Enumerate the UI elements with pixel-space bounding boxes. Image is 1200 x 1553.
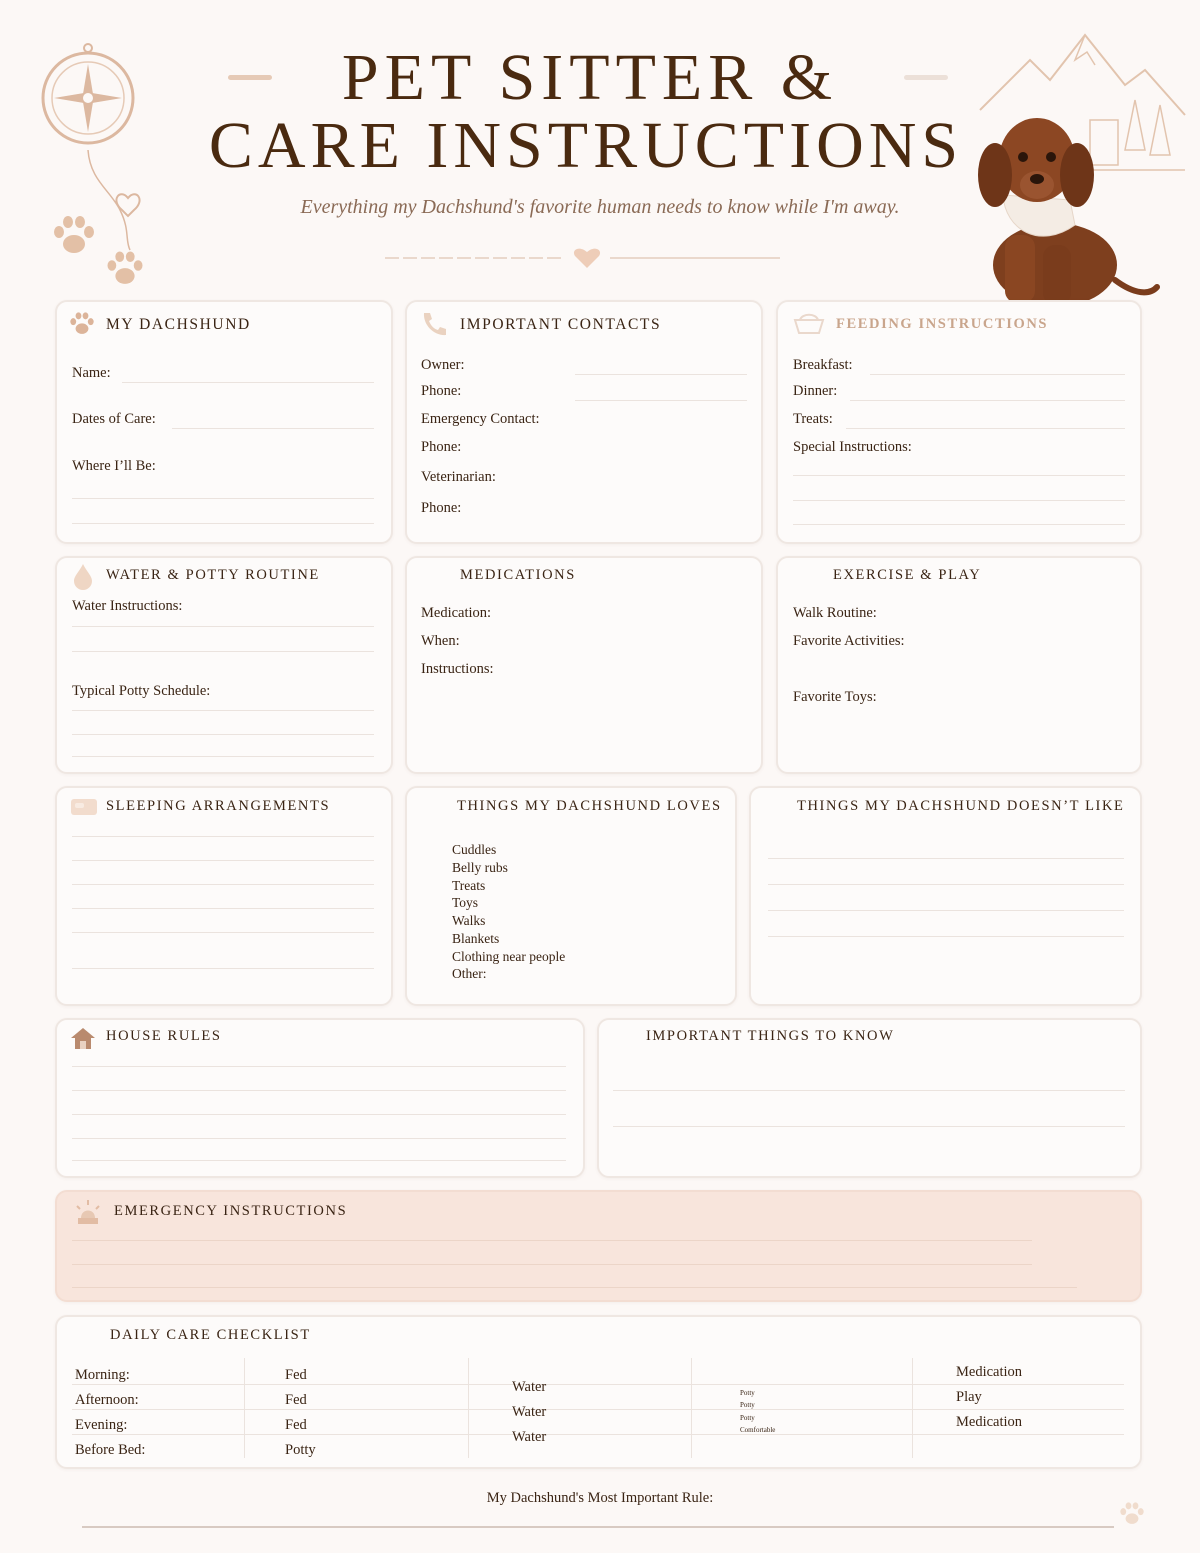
- feeding-title: FEEDING INSTRUCTIONS: [836, 316, 1049, 332]
- breakfast-line[interactable]: [870, 374, 1125, 375]
- emergency-contact-label: Emergency Contact:: [421, 411, 540, 427]
- paw-print-icon: [1118, 1500, 1146, 1528]
- checklist-divider: [468, 1358, 469, 1458]
- where-ill-be-line-2[interactable]: [72, 523, 374, 524]
- where-ill-be-label: Where I’ll Be:: [72, 458, 156, 474]
- loves-item: Clothing near people: [452, 949, 566, 964]
- dislikes-card: [749, 786, 1142, 1006]
- sleeping-line-2[interactable]: [72, 860, 374, 861]
- checklist-time-evening: Evening:: [75, 1417, 128, 1433]
- loves-item: Cuddles: [452, 842, 497, 857]
- checklist-item-fed[interactable]: Fed: [285, 1417, 307, 1433]
- medication-instructions-label: Instructions:: [421, 661, 494, 677]
- emergency-siren-icon: [73, 1198, 103, 1226]
- page-subtitle: Everything my Dachshund's favorite human needs to know while I'm away.: [300, 196, 900, 218]
- sleeping-line-5[interactable]: [72, 932, 374, 933]
- dislikes-line-1[interactable]: [768, 858, 1124, 859]
- house-rules-line-3[interactable]: [72, 1114, 566, 1115]
- sleeping-line-3[interactable]: [72, 884, 374, 885]
- page-title-line2: CARE INSTRUCTIONS: [208, 109, 964, 182]
- water-potty-title: WATER & POTTY ROUTINE: [106, 567, 320, 583]
- exercise-card: [776, 556, 1142, 774]
- loves-item: Blankets: [452, 931, 500, 946]
- contacts-title: IMPORTANT CONTACTS: [460, 316, 662, 333]
- house-rules-line-1[interactable]: [72, 1066, 566, 1067]
- sleeping-line-6[interactable]: [72, 968, 374, 969]
- checklist-divider: [691, 1358, 692, 1458]
- special-line-1[interactable]: [793, 475, 1125, 476]
- potty-schedule-label: Typical Potty Schedule:: [72, 683, 211, 699]
- dinner-line[interactable]: [850, 400, 1125, 401]
- sleeping-line-1[interactable]: [72, 836, 374, 837]
- emergency-phone-label: Phone:: [421, 439, 462, 455]
- water-potty-card: [55, 556, 393, 774]
- water-drop-icon: [72, 562, 94, 590]
- medication-when-label: When:: [421, 633, 460, 649]
- potty-line-3[interactable]: [72, 756, 374, 757]
- most-important-rule-label: My Dachshund's Most Important Rule:: [486, 1490, 714, 1506]
- name-label: Name:: [72, 365, 111, 381]
- checklist-item-potty-small[interactable]: Potty: [740, 1401, 755, 1409]
- house-rules-line-4[interactable]: [72, 1138, 566, 1139]
- favorite-activities-label: Favorite Activities:: [793, 633, 905, 649]
- checklist-item-medication[interactable]: Medication: [956, 1364, 1023, 1380]
- checklist-item-play[interactable]: Play: [956, 1389, 982, 1405]
- house-icon: [69, 1026, 97, 1050]
- dislikes-title: THINGS MY DACHSHUND DOESN’T LIKE: [797, 798, 1125, 814]
- paw-print-icon: [50, 212, 98, 260]
- emergency-line-3[interactable]: [72, 1287, 1077, 1288]
- checklist-item-fed[interactable]: Fed: [285, 1392, 307, 1408]
- special-line-3[interactable]: [793, 524, 1125, 525]
- water-line-1[interactable]: [72, 626, 374, 627]
- special-line-2[interactable]: [793, 500, 1125, 501]
- dates-of-care-line[interactable]: [172, 428, 374, 429]
- water-instructions-label: Water Instructions:: [72, 598, 183, 614]
- name-line[interactable]: [122, 382, 374, 383]
- checklist-time-morning: Morning:: [75, 1367, 130, 1383]
- potty-line-1[interactable]: [72, 710, 374, 711]
- checklist-row-line: [72, 1384, 1124, 1385]
- checklist-item-potty-small[interactable]: Potty: [740, 1414, 755, 1422]
- most-important-rule-line[interactable]: [82, 1526, 1114, 1528]
- dates-of-care-label: Dates of Care:: [72, 411, 156, 427]
- veterinarian-label: Veterinarian:: [421, 469, 496, 485]
- walk-routine-label: Walk Routine:: [793, 605, 877, 621]
- dislikes-line-4[interactable]: [768, 936, 1124, 937]
- dislikes-line-2[interactable]: [768, 884, 1124, 885]
- checklist-item-fed[interactable]: Fed: [285, 1367, 307, 1383]
- sleeping-card: [55, 786, 393, 1006]
- favorite-toys-label: Favorite Toys:: [793, 689, 877, 705]
- water-line-2[interactable]: [72, 651, 374, 652]
- checklist-divider: [912, 1358, 913, 1458]
- checklist-row-line: [72, 1409, 1124, 1410]
- medications-title: MEDICATIONS: [460, 567, 576, 583]
- house-rules-line-2[interactable]: [72, 1090, 566, 1091]
- owner-phone-line[interactable]: [575, 400, 747, 401]
- checklist-item-potty-small[interactable]: Potty: [740, 1389, 755, 1397]
- emergency-title: EMERGENCY INSTRUCTIONS: [114, 1203, 348, 1219]
- page-title-line1: PET SITTER &: [341, 41, 839, 114]
- phone-icon: [420, 310, 448, 338]
- loves-item: Other:: [452, 966, 487, 981]
- loves-item: Treats: [452, 878, 486, 893]
- sleeping-title: SLEEPING ARRANGEMENTS: [106, 798, 331, 814]
- checklist-item-comfortable[interactable]: Comfortable: [740, 1426, 776, 1434]
- checklist-row-line: [72, 1434, 1124, 1435]
- important-line-2[interactable]: [613, 1126, 1125, 1127]
- heart-divider-icon: [385, 246, 780, 270]
- dachshund-illustration: [965, 105, 1160, 310]
- loves-item: Toys: [452, 895, 479, 910]
- breakfast-label: Breakfast:: [793, 357, 853, 373]
- dislikes-line-3[interactable]: [768, 910, 1124, 911]
- checklist-item-water[interactable]: Water: [512, 1429, 547, 1445]
- emergency-line-1[interactable]: [72, 1240, 1032, 1241]
- loves-item: Walks: [452, 913, 486, 928]
- owner-phone-label: Phone:: [421, 383, 462, 399]
- medication-label: Medication:: [421, 605, 492, 621]
- loves-item: Belly rubs: [452, 860, 508, 875]
- daily-checklist-title: DAILY CARE CHECKLIST: [110, 1327, 311, 1343]
- important-line-1[interactable]: [613, 1090, 1125, 1091]
- owner-line[interactable]: [575, 374, 747, 375]
- my-dachshund-title: MY DACHSHUND: [106, 316, 251, 333]
- checklist-item-water[interactable]: Water: [512, 1379, 547, 1395]
- important-things-title: IMPORTANT THINGS TO KNOW: [646, 1028, 895, 1044]
- treats-line[interactable]: [846, 428, 1125, 429]
- checklist-divider: [244, 1358, 245, 1458]
- where-ill-be-line[interactable]: [72, 498, 374, 499]
- bed-icon: [70, 797, 98, 817]
- dinner-label: Dinner:: [793, 383, 838, 399]
- house-rules-title: HOUSE RULES: [106, 1028, 222, 1044]
- checklist-time-before-bed: Before Bed:: [75, 1442, 146, 1458]
- emergency-line-2[interactable]: [72, 1264, 1032, 1265]
- checklist-time-afternoon: Afternoon:: [75, 1392, 139, 1408]
- loves-title: THINGS MY DACHSHUND LOVES: [457, 798, 722, 814]
- checklist-item-water[interactable]: Water: [512, 1404, 547, 1420]
- checklist-item-potty[interactable]: Potty: [285, 1442, 316, 1458]
- treats-label: Treats:: [793, 411, 833, 427]
- sleeping-line-4[interactable]: [72, 908, 374, 909]
- house-rules-line-5[interactable]: [72, 1160, 566, 1161]
- vet-phone-label: Phone:: [421, 500, 462, 516]
- special-instructions-label: Special Instructions:: [793, 439, 912, 455]
- paw-print-icon: [68, 310, 96, 338]
- owner-label: Owner:: [421, 357, 465, 373]
- potty-line-2[interactable]: [72, 734, 374, 735]
- food-bowl-icon: [792, 310, 826, 336]
- checklist-item-medication[interactable]: Medication: [956, 1414, 1023, 1430]
- exercise-title: EXERCISE & PLAY: [833, 567, 982, 583]
- paw-print-icon: [102, 248, 148, 290]
